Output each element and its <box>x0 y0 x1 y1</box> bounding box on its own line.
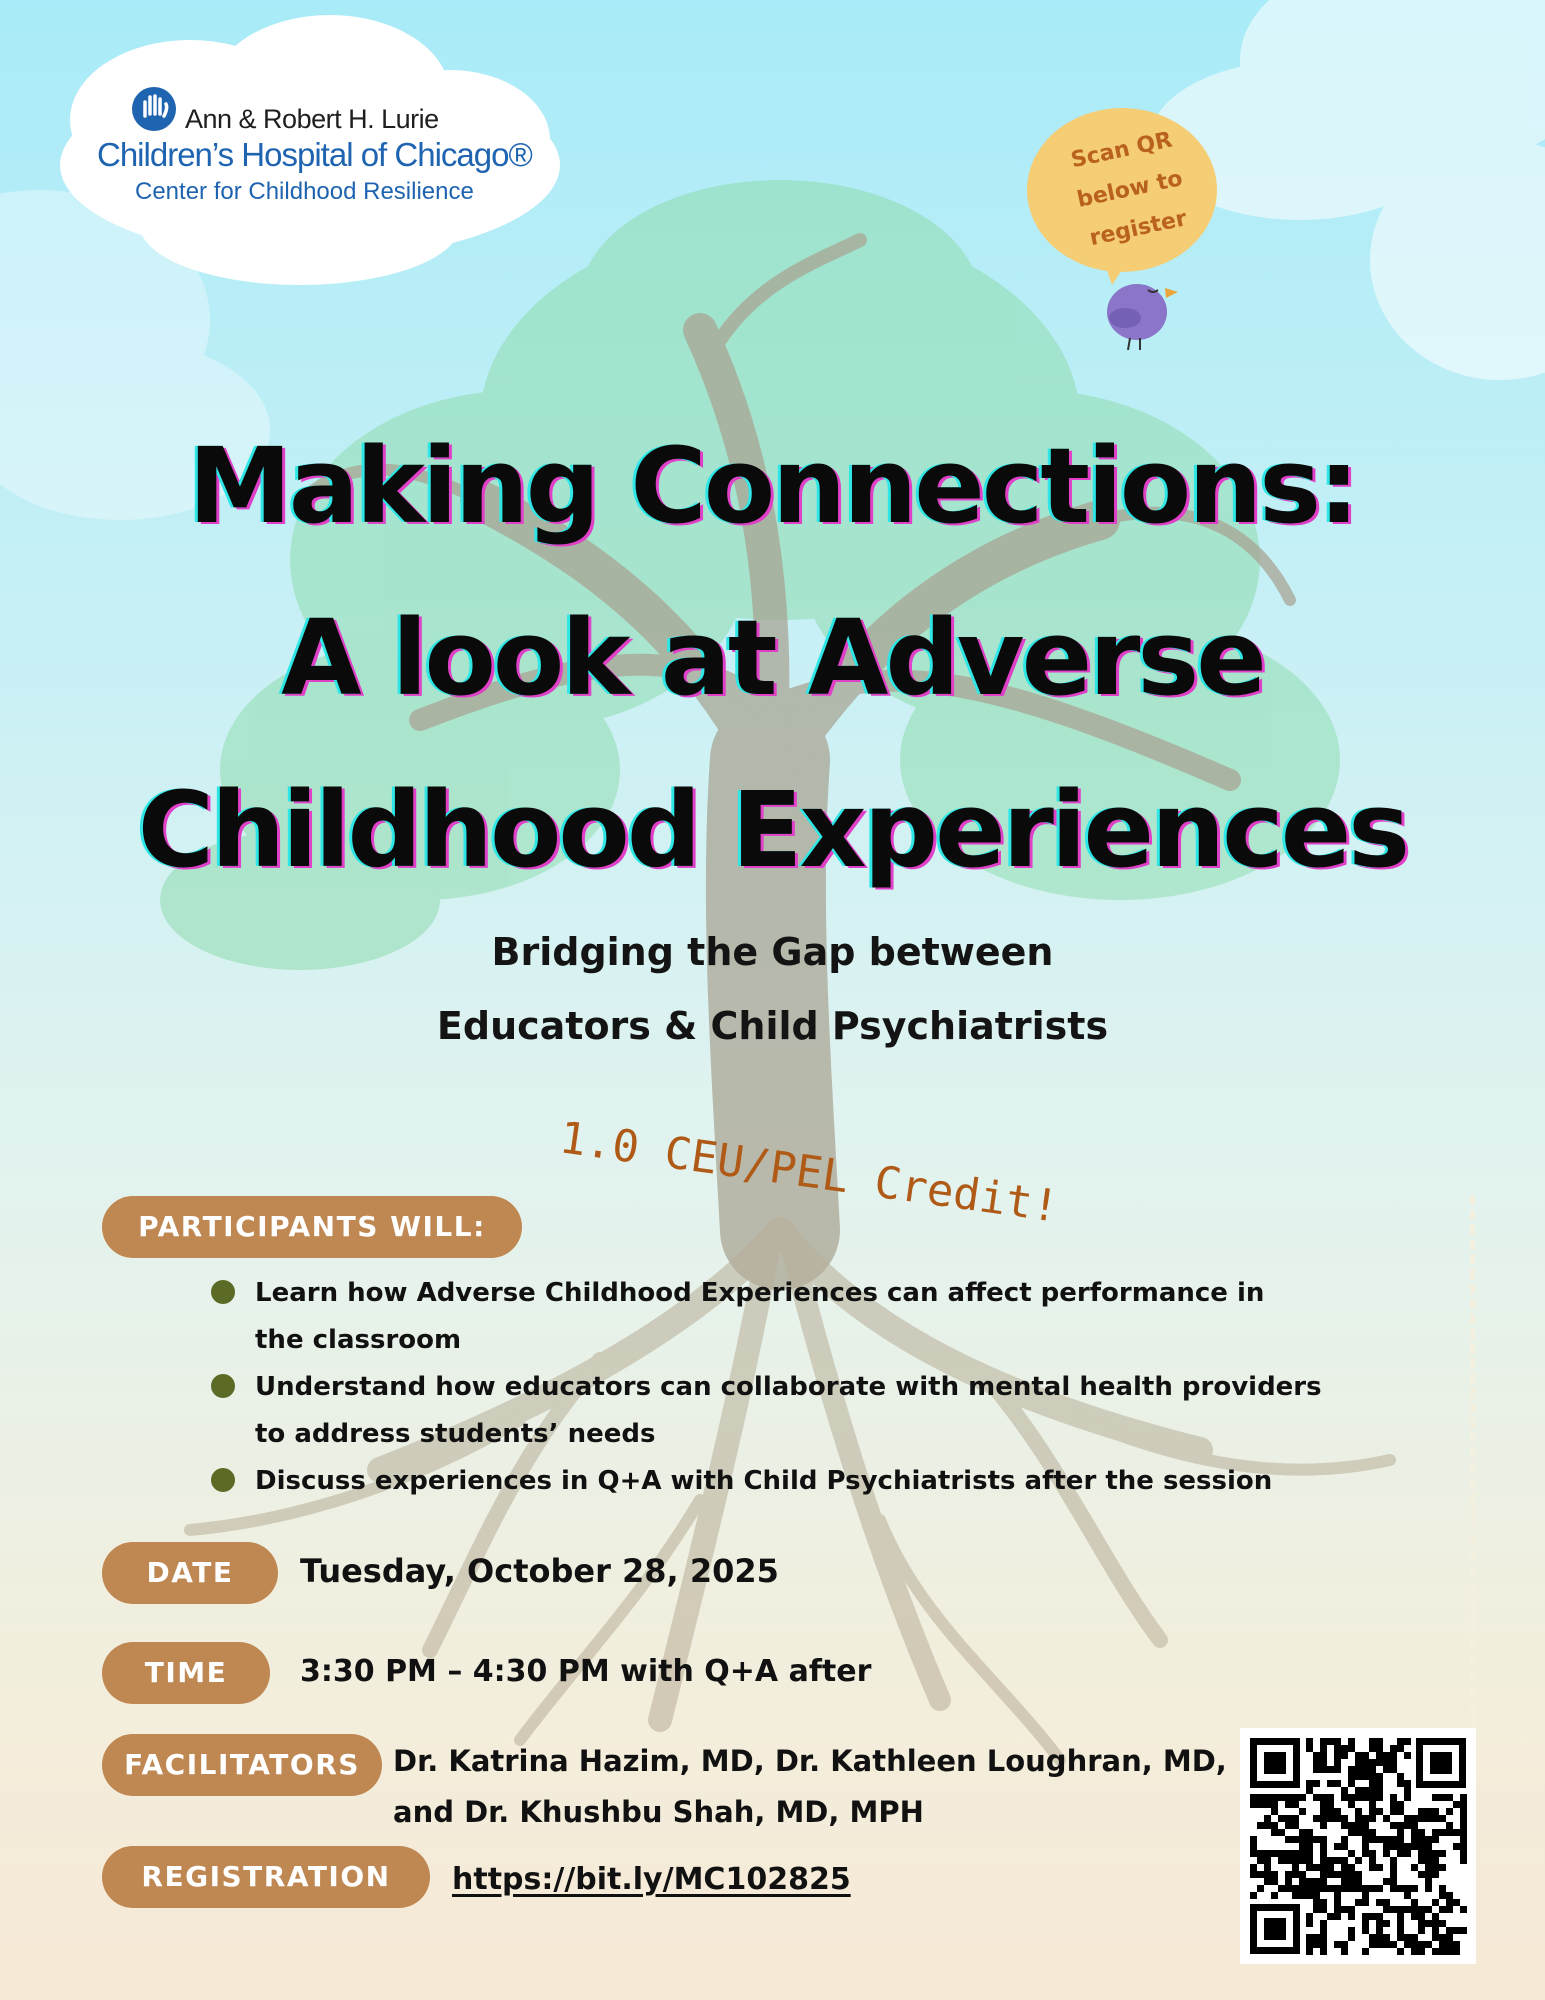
callout-line: register <box>1087 206 1189 252</box>
facilitators-label: FACILITATORS <box>102 1734 382 1796</box>
objectives-list <box>205 1270 1365 1505</box>
list-item: Understand how educators can collaborate with mental health providers to address students’ needs <box>205 1364 1365 1458</box>
bird-icon <box>1107 284 1178 350</box>
callout-line: Scan QR <box>1068 127 1175 174</box>
facilitators-line: and Dr. Khushbu Shah, MD, MPH <box>393 1795 924 1829</box>
title-line: A look at Adverse <box>281 597 1264 719</box>
facilitators-line: Dr. Katrina Hazim, MD, Dr. Kathleen Loughran, MD, <box>393 1744 1227 1778</box>
list-item: Discuss experiences in Q+A with Child Psychiatrists after the session <box>205 1458 1365 1505</box>
logo-line-2: Children’s Hospital of Chicago® <box>97 136 532 173</box>
logo-line-3: Center for Childhood Resilience <box>135 178 474 205</box>
callout-line: below to <box>1074 166 1185 213</box>
participants-label: PARTICIPANTS WILL: <box>102 1196 522 1258</box>
date-label: DATE <box>102 1542 278 1604</box>
time-label: TIME <box>102 1642 270 1704</box>
subtitle-line: Educators & Child Psychiatrists <box>436 1004 1109 1048</box>
bullet-dot <box>211 1374 235 1398</box>
page-title <box>0 400 1545 916</box>
hospital-logo <box>55 20 565 290</box>
dashed-divider <box>1470 1195 1475 1725</box>
time-value: 3:30 PM – 4:30 PM with Q+A after <box>300 1654 872 1689</box>
subtitle <box>0 915 1545 1063</box>
title-line: Childhood Experiences <box>137 769 1408 891</box>
list-item: Learn how Adverse Childhood Experiences can affect performance in the classroom <box>205 1270 1365 1364</box>
bullet-dot <box>211 1468 235 1492</box>
hand-icon <box>131 86 177 132</box>
date-value: Tuesday, October 28, 2025 <box>300 1552 779 1590</box>
subtitle-line: Bridging the Gap between <box>491 930 1054 974</box>
bullet-dot <box>211 1280 235 1304</box>
registration-link[interactable]: https://bit.ly/MC102825 <box>452 1862 851 1897</box>
facilitators-value <box>393 1736 1227 1838</box>
logo-line-1: Ann & Robert H. Lurie <box>185 104 439 134</box>
qr-code[interactable] <box>1240 1728 1476 1964</box>
title-line: Making Connections: <box>188 425 1357 547</box>
registration-label: REGISTRATION <box>102 1846 430 1908</box>
credit-note: 1.0 CEU/PEL Credit! <box>556 1112 1062 1233</box>
